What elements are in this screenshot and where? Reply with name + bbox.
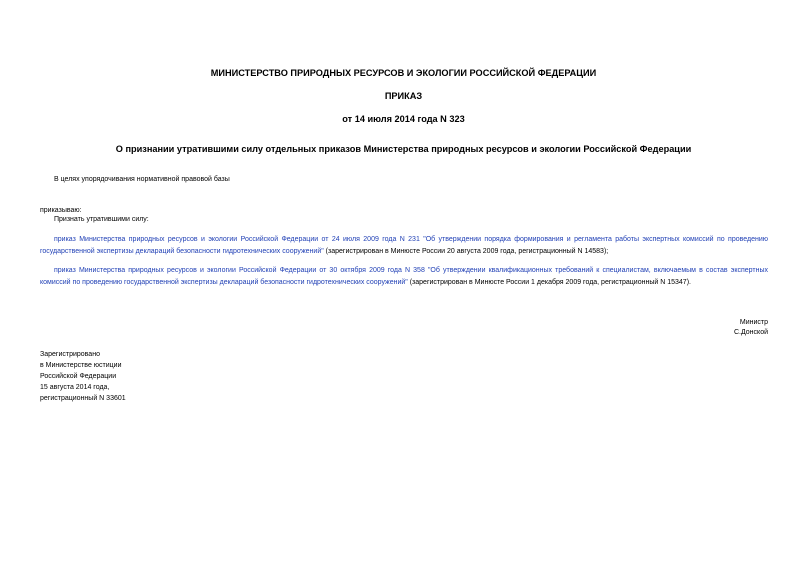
registration-line: Зарегистрировано — [40, 351, 100, 358]
document-type: ПРИКАЗ — [384, 91, 423, 101]
preamble-text: В целях упорядочивания нормативной правовой базы — [54, 176, 230, 183]
document-date-number: от 14 июля 2014 года N 323 — [342, 114, 465, 124]
signature-position: Министр — [739, 319, 768, 326]
repealed-order-link-1[interactable]: приказ Министерства природных ресурсов и экологии Российской Федерации от 24 июля 2009 года N 231 "Об утверждении порядка формирования и регламента работы экспертных комиссий по проведению государственной экспертизы деклараций безопасности гидротехнических сооружений" — [40, 236, 768, 255]
signature-name: С.Донской — [733, 329, 768, 336]
registration-line: Российской Федерации — [40, 373, 117, 380]
document-title: О признании утратившими силу отдельных приказов Министерства природных ресурсов и экологии Российской Федерации — [115, 144, 692, 154]
registration-line: регистрационный N 33601 — [40, 395, 126, 402]
repealed-item-2 — [40, 265, 768, 289]
ministry-heading: МИНИСТЕРСТВО ПРИРОДНЫХ РЕСУРСОВ И ЭКОЛОГИИ РОССИЙСКОЙ ФЕДЕРАЦИИ — [210, 68, 597, 78]
registration-line: в Министерстве юстиции — [40, 362, 122, 369]
registration-line: 15 августа 2014 года, — [40, 384, 110, 391]
registration-block — [40, 349, 126, 404]
repealed-order-link-2[interactable]: приказ Министерства природных ресурсов и экологии Российской Федерации от 30 октября 2009 года N 358 "Об утверждении квалификационных требований к специалистам, включаемым в состав экспертных комиссий по проведению государственной экспертизы деклараций безопасности гидротехнических сооружений" — [40, 267, 768, 286]
recognize-text: Признать утратившими силу: — [54, 216, 149, 223]
order-word: приказываю: — [40, 207, 82, 214]
registration-note-1: (зарегистрирован в Минюсте России 20 августа 2009 года, регистрационный N 14583); — [323, 248, 609, 255]
repealed-item-1 — [40, 234, 768, 258]
registration-note-2: (зарегистрирован в Минюсте России 1 декабря 2009 года, регистрационный N 15347). — [407, 279, 691, 286]
